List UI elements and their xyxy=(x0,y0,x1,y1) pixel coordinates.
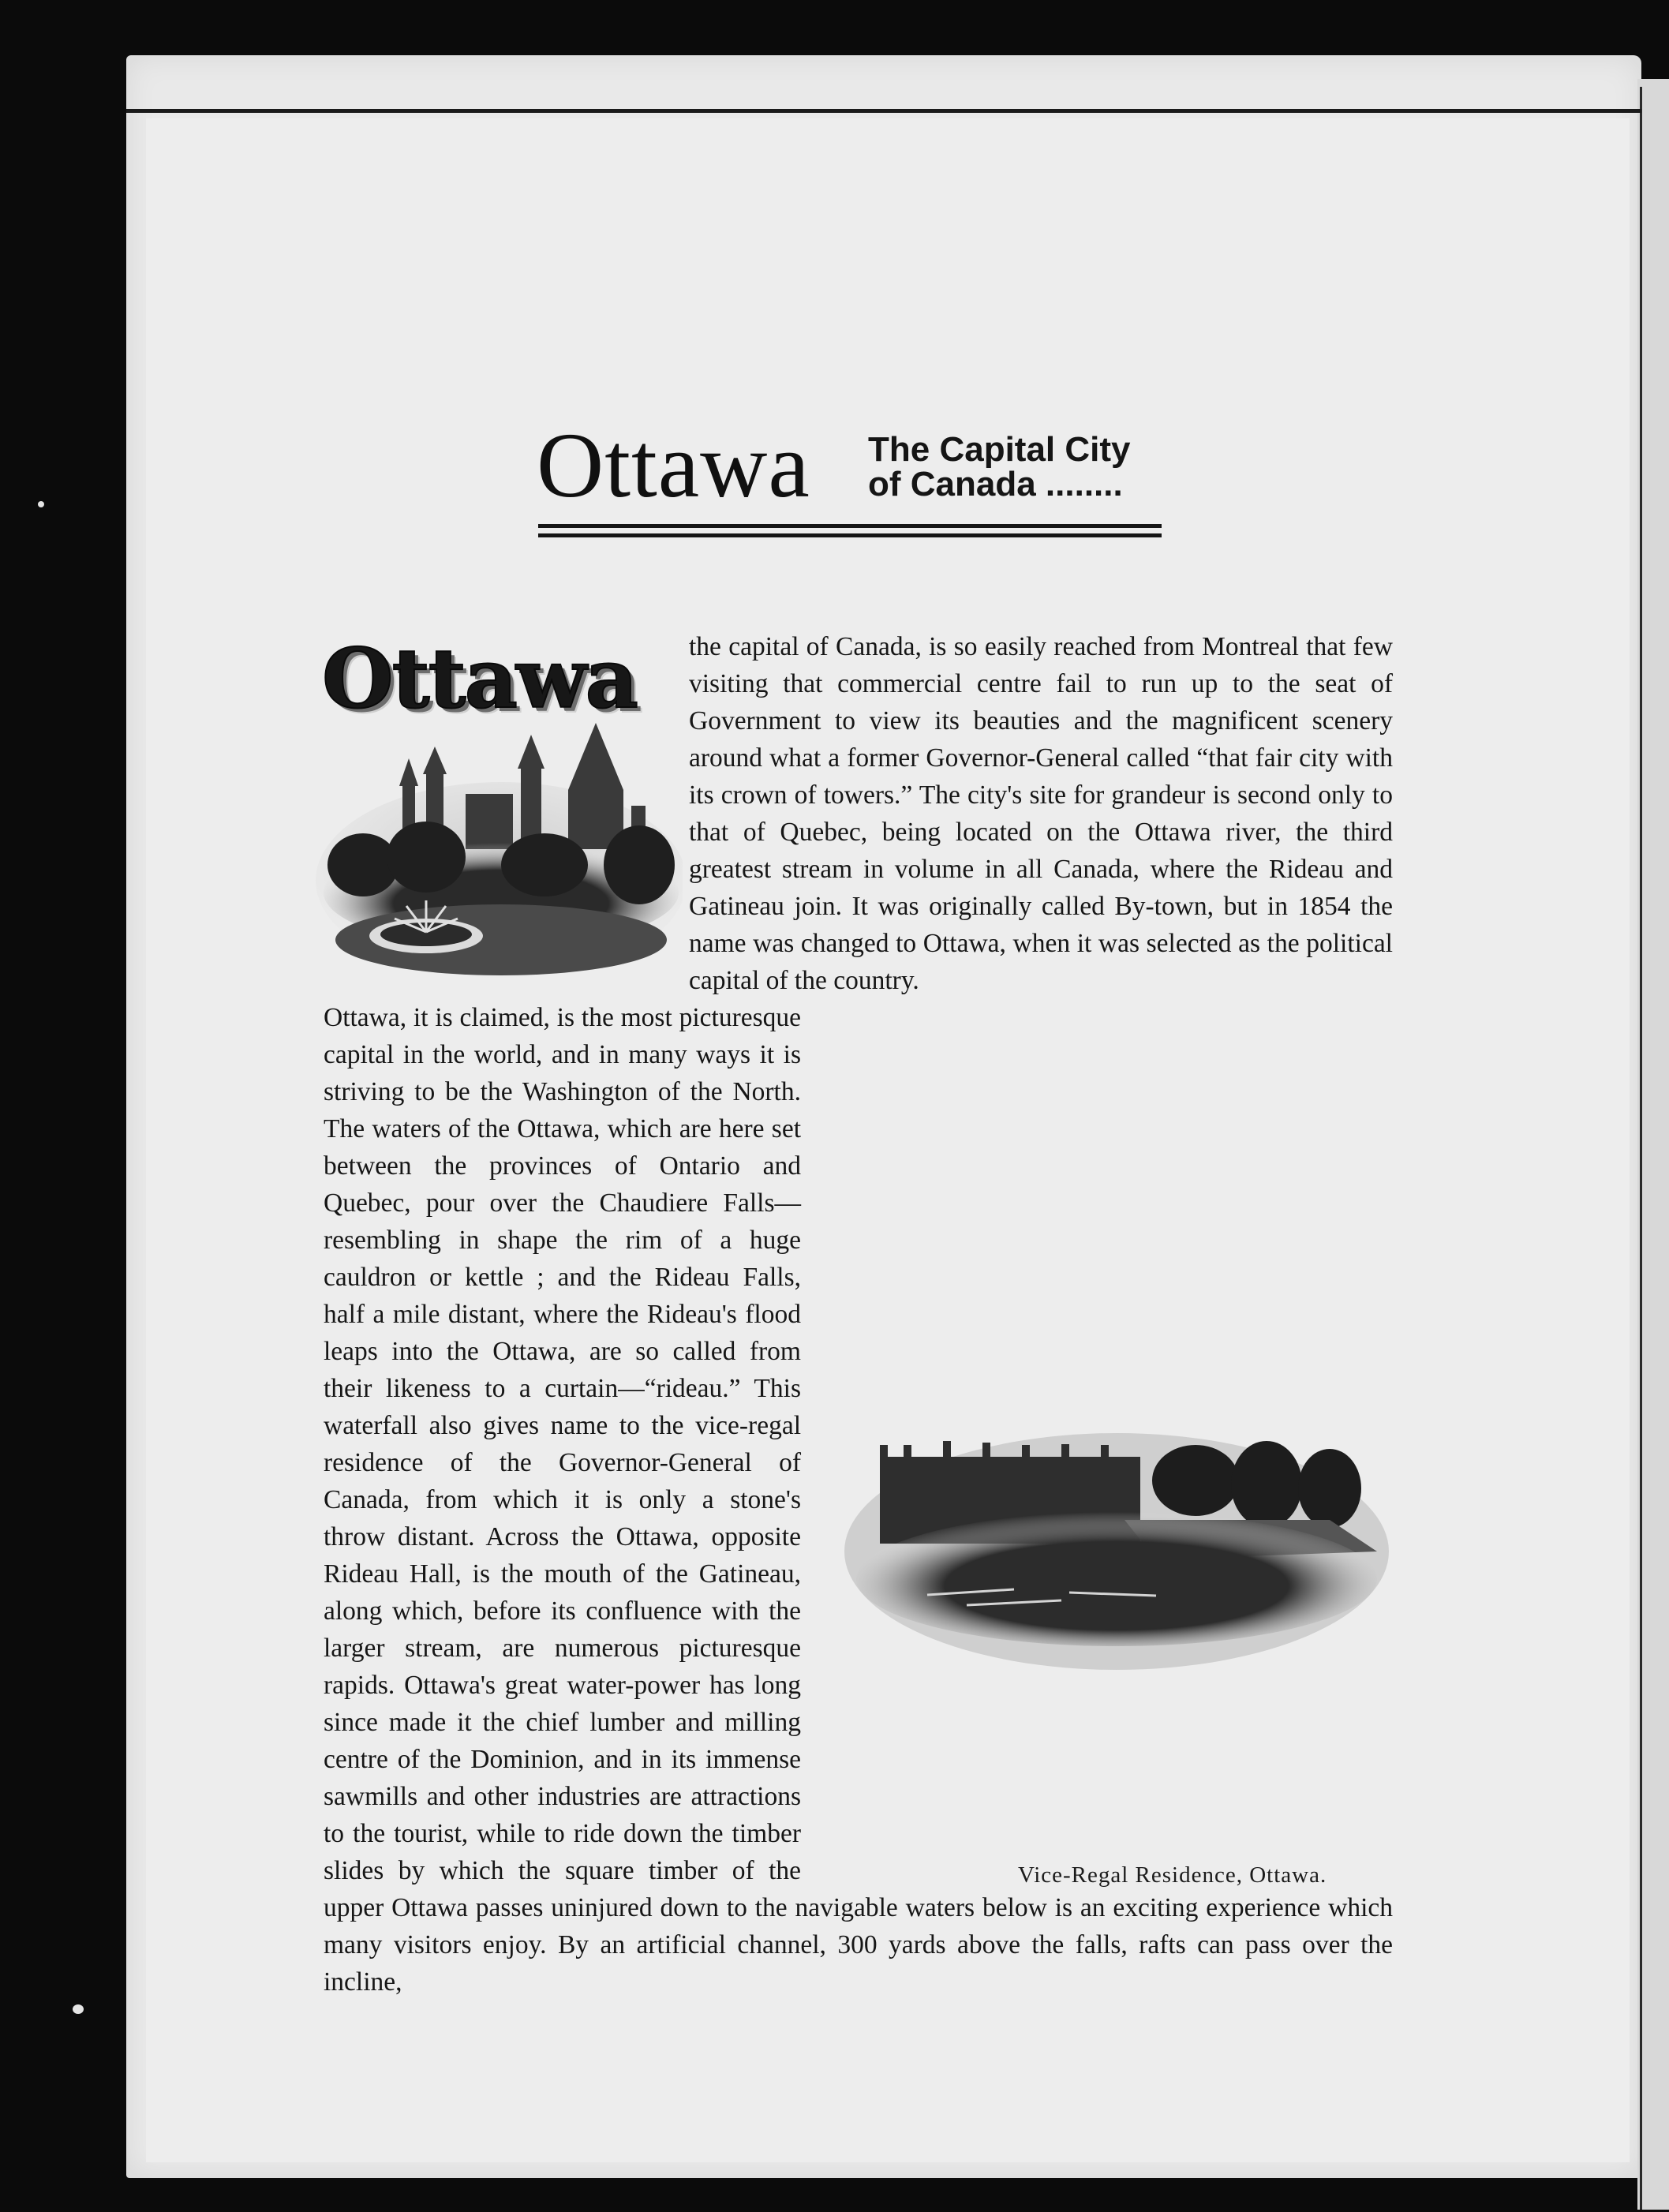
article-body xyxy=(324,628,1393,2001)
scan-speck xyxy=(38,501,44,507)
facing-page-edge xyxy=(1637,79,1669,2210)
heading-title: Ottawa xyxy=(537,414,810,517)
heading-rule-bottom xyxy=(538,533,1162,537)
ottawa-title-illustration xyxy=(308,628,683,983)
page-top-rule xyxy=(126,109,1641,113)
vice-regal-residence-image xyxy=(825,1409,1393,1670)
page-heading xyxy=(537,414,1168,517)
scan-speck xyxy=(73,2004,84,2014)
figure-caption: Vice-Regal Residence, Ottawa. xyxy=(1018,1862,1327,1888)
heading-subtitle-line1: The Capital City xyxy=(868,430,1131,469)
paragraph-2: Ottawa, it is claimed, is the most picturesque capital in the world, and in many ways it is striving to be the Washington of the North. The waters of the Ottawa, which are here set between the provinces of Ontario and Quebec, pour over the Chaudiere Falls—resembling in shape the rim of a huge cauldron or kettle ; and the Rideau Falls, half a mile distant, where the Rideau's flood leaps into the Ottawa, are so called from their likeness to a curtain—“rideau.” This waterfall also gives name to the vice-regal residence of the Governor-General of Canada, from which it is only a stone's throw distant. Across the Ottawa, opposite Rideau Hall, is the mouth of the Gatineau, along which, before its confluence with the larger stream, are numerous picturesque rapids. Ottawa's great water-power has long since made it the chief lumber and milling centre of the Dominion, and in its immense sawmills and other industries are attractions to the tourist, while to ride down the timber slides by which the square timber of the upper Ottawa passes uninjured down to the navigable waters below is an exciting experience which many visitors enjoy. By an artificial channel, 300 yards above the falls, rafts can pass over the incline, xyxy=(324,1003,1393,1997)
heading-rule-top xyxy=(538,524,1162,528)
heading-subtitle-line2: of Canada ........ xyxy=(868,465,1123,503)
heading-subtitle xyxy=(868,432,1168,502)
binding-line xyxy=(1640,87,1642,2210)
ottawa-decorative-title: Ottawa xyxy=(322,630,637,727)
vice-regal-residence-figure xyxy=(825,1409,1393,1887)
paragraph-1: the capital of Canada, is so easily reached from Montreal that few visiting that commercial centre fail to run up to the seat of Government to view its beauties and the magnificent scenery around what a former Governor-General called “that fair city with its crown of towers.” The city's site for grandeur is second only to that of Quebec, being located on the Ottawa river, the third greatest stream in volume in all Canada, where the Rideau and Gatineau join. It was originally called By-town, but in 1854 the name was changed to Ottawa, when it was selected as the political capital of the country. xyxy=(689,632,1393,995)
